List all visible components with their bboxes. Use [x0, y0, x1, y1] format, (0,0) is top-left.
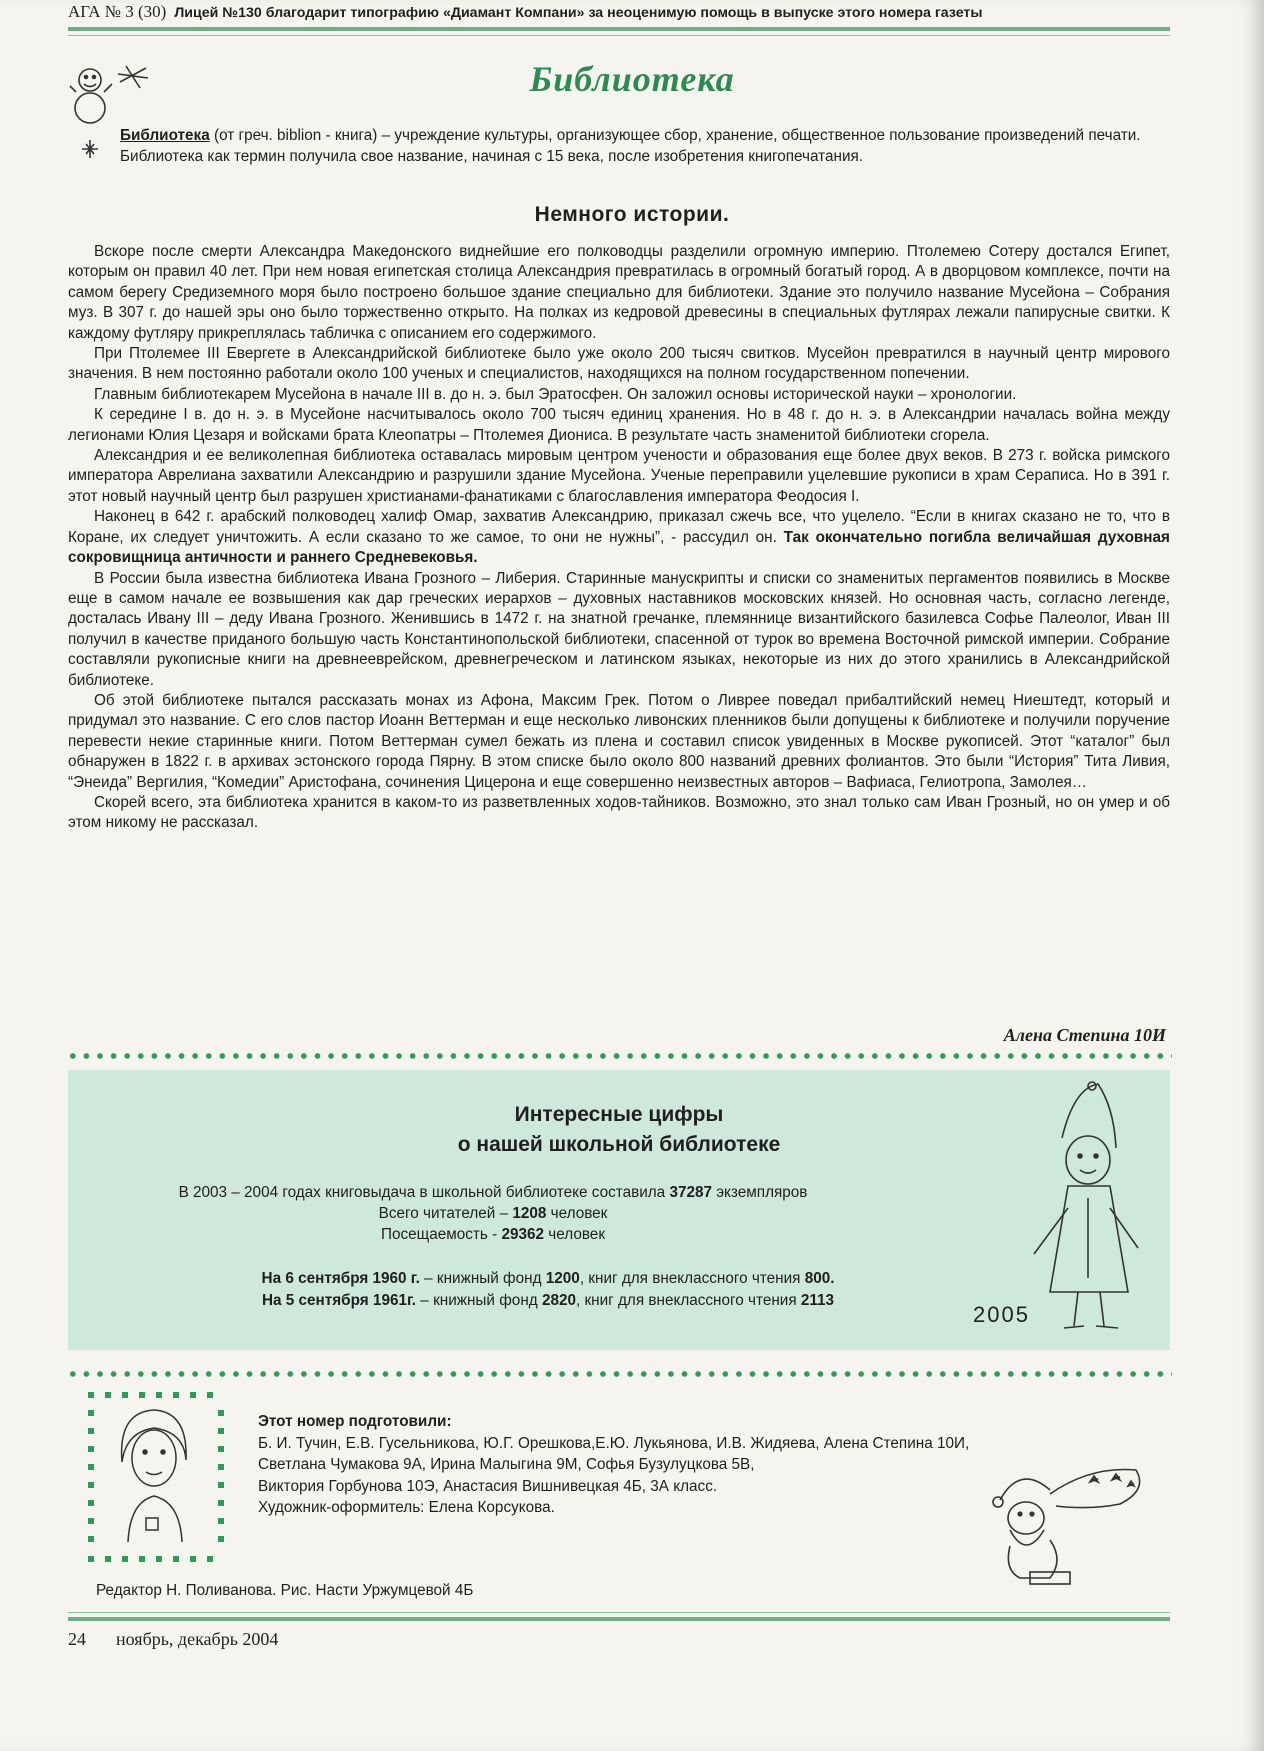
portrait-frame-drawing: [88, 1392, 228, 1564]
credits-heading: Этот номер подготовили:: [258, 1413, 452, 1430]
intro-block: [120, 125, 1170, 167]
stats-dates: [68, 1268, 1028, 1312]
article-paragraph: Наконец в 642 г. арабский полководец халиф Омар, захватив Александрию, приказал сжечь все, что уцелело. “Если в книгах сказано не то, что в Коране, их следует уничтожить. А если сказано то же самое, то они не нужны”, - рассудил он. Так окончательно погибла величайшая духовная сокровищница античности и раннего Средневековья.: [68, 508, 1170, 567]
article-body: [68, 242, 1170, 834]
header-rule: [68, 27, 1170, 31]
credits-line: Светлана Чумакова 9А, Ирина Малыгина 9М, Софья Бузулуцкова 5В,: [258, 1456, 755, 1473]
history-heading: Немного истории.: [534, 203, 730, 226]
footer-rule: [68, 1617, 1170, 1621]
dotted-divider: [66, 1368, 1172, 1380]
article-paragraph: В России была известна библиотека Ивана Грозного – Либерия. Старинные манускрипты и списки со знаменитых пергаментов появились в Москве еще в самом начале ее возвышения как дар греческих иерархов – духовных наставников московских князей. Но основная часть, согласно легенде, досталась Ивану III – деду Ивана Грозного. Женившись в 1472 г. на знатной гречанке, племяннице византийского базилевса Софье Палеолог, Иван III получил в качестве приданого большую часть Константинопольской библиотеки, спасенной от турок во времена Восточной римской империи. Собрание составляли рукописные книги на древнееврейском, древнегреческом и латинском языках, некоторые из них до этого хранились в Александрийской библиотеке.: [68, 569, 1170, 689]
issue-date: ноябрь, декабрь 2004: [116, 1629, 279, 1649]
article-paragraph: Об этой библиотеке пытался рассказать монах из Афона, Максим Грек. Потом о Ливрее поведал прибалтийский немец Ниештедт, который и придумал это название. С его слов пастор Иоанн Веттерман и еще несколько ливонских пленников были допущены к библиотеке и получили поручение перевести некие старинные книги. Потом Веттерман сумел бежать из плена и составил список увиденных в Москве рукописей. Этот “каталог” был обнаружен в 1822 г. в архивах эстонского города Пярну. В этом списке было около 800 названий древних фолиантов. Это были “История” Тита Ливия, “Энеида” Вергилия, “Комедии” Аристофана, сочинения Цицерона и еще совершенно неизвестных авторов – Вафиаса, Гелиотропа, Замолея…: [68, 691, 1170, 791]
girl-drawing-icon: [1028, 1078, 1148, 1338]
stats-lines: [68, 1182, 918, 1245]
thanks-line: Лицей №130 благодарит типографию «Диамант Компани» за неоценимую помощь в выпуске этого номера газеты: [174, 5, 983, 21]
credits-line: Виктория Горбунова 10Э, Анастасия Вишнивецкая 4Б, 3А класс.: [258, 1477, 718, 1495]
article-paragraph: К середине I в. до н. э. в Мусейоне насчитывалось около 700 тысяч единиц хранения. Но в 48 г. до н. э. в Александрии началась война между легионами Юлия Цезаря и войсками брата Клеопатры – Птолемея Диониса. В результате часть знаменитой библиотеки сгорела.: [68, 406, 1170, 444]
article-paragraph: Главным библиотекарем Мусейона в начале III в. до н. э. был Эратосфен. Он заложил основы исторической науки – хронологии.: [94, 385, 1017, 403]
drawing-year: 2005: [973, 1302, 1030, 1327]
issue-number: АГА № 3 (30): [68, 2, 167, 21]
author-signature: Алена Степина 10И: [1003, 1025, 1166, 1045]
article-paragraph: Скорей всего, эта библиотека хранится в каком-то из разветвленных ходов-тайников. Возможно, это знал только сам Иван Грозный, но он умер и об этом никому не рассказал.: [68, 793, 1170, 832]
header-rule-thin: [68, 35, 1170, 36]
stats-date-1961: На 5 сентября 1961г. – книжный фонд 2820, книг для внеклассного чтения 2113: [261, 1292, 835, 1309]
footer-rule-thin: [68, 1612, 1170, 1613]
page-title: Библиотека: [529, 59, 735, 99]
stats-panel: [68, 1070, 1170, 1350]
article-paragraph: При Птолемее III Евергете в Александрийской библиотеке было уже около 200 тысяч свитков. Мусейон превратился в научный центр мирового значения. В нем постоянно работали около 100 ученых и специалистов, находящихся на полном государственном попечении.: [68, 345, 1170, 383]
stats-date-1960: На 6 сентября 1960 г. – книжный фонд 1200, книг для внеклассного чтения 800.: [261, 1270, 835, 1287]
page-footer: [68, 1629, 278, 1650]
article-paragraph: Александрия и ее великолепная библиотека оставалась мировым центром учености и образования еще более двух веков. В 273 г. войска римского императора Аврелиана захватили Александрию и разрушили здание Мусейона. Ученые переправили уцелевшие рукописи в храм Сераписа. Но в 391 г. этот новый научный центр был разрушен христианами-фанатиками с благославления императора Феодосия I.: [68, 447, 1170, 505]
page-number: 24: [68, 1629, 86, 1649]
bold-conclusion: Так окончательно погибла величайшая духовная сокровищница античности и раннего Средневековья.: [68, 528, 1170, 567]
stats-line-readers: Всего читателей – 1208 человек: [378, 1205, 608, 1222]
santa-drawing-icon: [980, 1460, 1150, 1590]
stats-heading: Интересные цифры о нашей школьной библиотеке: [457, 1103, 781, 1156]
masthead: [68, 2, 1168, 26]
frame-dots: [88, 1392, 224, 1562]
intro-term: Библиотека: [120, 127, 210, 144]
stats-line-visits: Посещаемость - 29362 человек: [380, 1226, 606, 1243]
intro-definition: Библиотека (от греч. biblion - книга) – учреждение культуры, организующее сбор, хранение, общественное пользование произведений печати.: [120, 127, 1141, 144]
article-paragraph: Вскоре после смерти Александра Македонского виднейшие его полководцы разделили огромную империю. Птолемею Сотеру достался Египет, которым он правил 40 лет. При нем новая египетская столица Александрия превратилась в огромный богатый город. А в дворцовом комплексе, почти на самом берегу Средиземного моря было построено большое здание специально для библиотеки. Здание это получило название Мусейона – Собрания муз. В 307 г. до нашей эры оно было торжественно открыто. На полках из кедровой древесины в специальных футлярах лежали папирусные свитки. К каждому футляру прикреплялась табличка с описанием его содержимого.: [68, 243, 1170, 342]
stats-line-issued: В 2003 – 2004 годах книговыдача в школьной библиотеке составила 37287 экземпляров: [178, 1184, 808, 1201]
dotted-divider: [66, 1050, 1172, 1062]
editor-line: Редактор Н. Поливанова. Рис. Насти Уржумцевой 4Б: [96, 1582, 474, 1599]
intro-history-line: Библиотека как термин получила свое название, начиная с 15 века, после изобретения книгопечатания.: [120, 148, 864, 165]
credits-line: Б. И. Тучин, Е.В. Гусельникова, Ю.Г. Орешкова,Е.Ю. Лукьянова, И.В. Жидяева, Алена Степина 10И,: [258, 1434, 970, 1452]
credits-line: Художник-оформитель: Елена Корсукова.: [258, 1499, 555, 1516]
